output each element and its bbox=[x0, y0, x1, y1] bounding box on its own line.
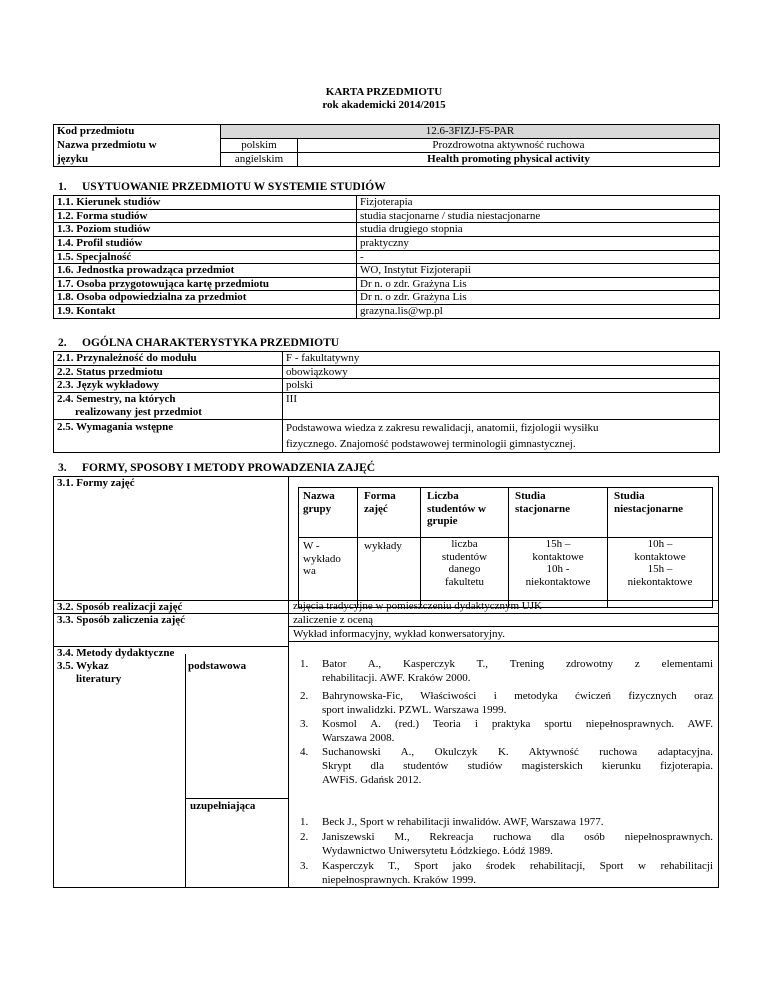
credit-value: zaliczenie z oceną bbox=[293, 614, 373, 626]
reference-item bbox=[300, 745, 713, 787]
reference-item bbox=[300, 689, 713, 717]
card-title: KARTA PRZEDMIOTU bbox=[325, 86, 443, 98]
table-row bbox=[54, 196, 720, 210]
s1-value: studia stacjonarne / studia niestacjonarne bbox=[357, 209, 720, 223]
method-label: 3.2. Sposób realizacji zajęć bbox=[57, 601, 183, 613]
reference-number: 1. bbox=[300, 816, 309, 828]
th-group: Nazwa grupy bbox=[299, 488, 358, 538]
section2-heading: 2. OGÓLNA CHARAKTERYSTYKA PRZEDMIOTU bbox=[58, 337, 340, 349]
s1-label: 1.4. Profil studiów bbox=[54, 236, 357, 250]
method-value: zajęcia tradycyjne w pomieszczeniu dydaktycznym UJK bbox=[293, 600, 542, 612]
reference-line: Wydawnictwo Uniwersytetu Łódzkiego. Łódź 1989. bbox=[322, 845, 553, 857]
rule-3-5 bbox=[288, 641, 719, 642]
reference-item bbox=[300, 830, 713, 858]
s1-value: Dr n. o zdr. Grażyna Lis bbox=[357, 291, 720, 305]
academic-year: rok akademicki 2014/2015 bbox=[322, 99, 446, 111]
reference-line: Kosmol A. (red.) Teoria i praktyka sportu niepełnosprawnych. AWF. bbox=[322, 718, 713, 730]
reference-number: 1. bbox=[300, 658, 309, 670]
lang-pl: polskim bbox=[221, 138, 298, 152]
s1-label: 1.5. Specjalność bbox=[54, 250, 357, 264]
reference-line: Janiszewski M., Rekreacja ruchowa dla osób niepełnosprawnych. bbox=[322, 831, 713, 843]
td-parttime: 10h – kontaktowe 15h – niekontaktowe bbox=[608, 538, 713, 608]
literature-label: 3.5. Wykaz literatury bbox=[57, 660, 122, 685]
s2-value: polski bbox=[283, 379, 720, 393]
literature-basic-label: podstawowa bbox=[188, 660, 247, 672]
s2-label: 2.3. Język wykładowy bbox=[54, 379, 283, 393]
s1-value: WO, Instytut Fizjoterapii bbox=[357, 264, 720, 278]
section3-divider bbox=[288, 476, 289, 888]
table-row bbox=[54, 277, 720, 291]
reference-line: niepełnosprawnych. Kraków 1999. bbox=[322, 874, 476, 886]
table-row bbox=[54, 379, 720, 393]
td-fulltime: 15h – kontaktowe 10h - niekontaktowe bbox=[509, 538, 608, 608]
th-form: Forma zajęć bbox=[358, 488, 421, 538]
code-label: Kod przedmiotu bbox=[54, 125, 221, 139]
reference-line: Warszawa 2008. bbox=[322, 732, 395, 744]
s1-value: grazyna.lis@wp.pl bbox=[357, 305, 720, 319]
s1-value: Fizjoterapia bbox=[357, 196, 720, 210]
s1-value: - bbox=[357, 250, 720, 264]
code-value: 12.6-3FIZJ-F5-PAR bbox=[221, 125, 720, 139]
table-row bbox=[54, 250, 720, 264]
forms-label: 3.1. Formy zajęć bbox=[57, 477, 135, 489]
reference-number: 3. bbox=[300, 718, 309, 730]
th-fulltime: Studia stacjonarne bbox=[509, 488, 608, 538]
s1-label: 1.9. Kontakt bbox=[54, 305, 357, 319]
section1-table bbox=[53, 195, 720, 319]
table-row bbox=[54, 291, 720, 305]
semesters-label: 2.4. Semestry, na których realizowany jest przedmiot bbox=[54, 392, 283, 419]
reference-line: Beck J., Sport w rehabilitacji inwalidów. AWF, Warszawa 1977. bbox=[322, 816, 604, 828]
forms-table bbox=[298, 487, 713, 608]
table-row bbox=[54, 223, 720, 237]
s1-value: praktyczny bbox=[357, 236, 720, 250]
s1-label: 1.2. Forma studiów bbox=[54, 209, 357, 223]
reference-number: 2. bbox=[300, 690, 309, 702]
reference-line: rehabilitacji. AWF. Kraków 2000. bbox=[322, 672, 471, 684]
s1-value: studia drugiego stopnia bbox=[357, 223, 720, 237]
reference-item bbox=[300, 859, 713, 887]
s1-label: 1.3. Poziom studiów bbox=[54, 223, 357, 237]
name-en: Health promoting physical activity bbox=[298, 152, 720, 166]
credit-label: 3.3. Sposób zaliczenia zajęć bbox=[57, 614, 186, 626]
reference-item bbox=[300, 815, 713, 829]
td-form: wykłady bbox=[358, 538, 421, 608]
s1-label: 1.7. Osoba przygotowująca kartę przedmiotu bbox=[54, 277, 357, 291]
s1-label: 1.8. Osoba odpowiedzialna za przedmiot bbox=[54, 291, 357, 305]
reference-number: 3. bbox=[300, 860, 309, 872]
section3-heading: 3. FORMY, SPOSOBY I METODY PROWADZENIA ZAJĘĆ bbox=[58, 462, 376, 474]
table-row bbox=[54, 305, 720, 319]
rule-lit-col bbox=[185, 654, 186, 888]
didactic-value: Wykład informacyjny, wykład konwersatoryjny. bbox=[293, 628, 506, 640]
s2-label: 2.1. Przynależność do modułu bbox=[54, 352, 283, 366]
s2-value: F - fakultatywny bbox=[283, 352, 720, 366]
name-label: Nazwa przedmiotu w języku bbox=[54, 138, 221, 167]
rule-3-4 bbox=[288, 626, 719, 627]
semesters-value: III bbox=[283, 392, 720, 419]
reference-item bbox=[300, 717, 713, 745]
s2-label: 2.2. Status przedmiotu bbox=[54, 365, 283, 379]
requirements-label: 2.5. Wymagania wstępne bbox=[54, 419, 283, 452]
reference-item bbox=[300, 657, 713, 685]
reference-line: sport inwalidzki. PZWL. Warszawa 1999. bbox=[322, 704, 507, 716]
td-count: liczba studentów danego fakultetu bbox=[421, 538, 509, 608]
reference-line: Kasperczyk T., Sport jako środek rehabilitacji, Sport w rehabilitacji bbox=[322, 860, 713, 872]
reference-line: Suchanowski A., Okulczyk K. Aktywność ruchowa adaptacyjna. bbox=[322, 746, 713, 758]
s2-value: obowiązkowy bbox=[283, 365, 720, 379]
table-row bbox=[54, 209, 720, 223]
rule-supp-label bbox=[185, 798, 288, 799]
reference-number: 4. bbox=[300, 746, 309, 758]
s1-value: Dr n. o zdr. Grażyna Lis bbox=[357, 277, 720, 291]
course-identity-table bbox=[53, 124, 720, 167]
requirements-value: Podstawowa wiedza z zakresu rewalidacji, anatomii, fizjologii wysiłku fizycznego. Znajomość podstawowej terminologii gimnastycznej. bbox=[283, 419, 720, 452]
reference-line: AWFiS. Gdańsk 2012. bbox=[322, 774, 422, 786]
rule-label-col bbox=[53, 646, 288, 647]
lang-en: angielskim bbox=[221, 152, 298, 166]
s1-label: 1.1. Kierunek studiów bbox=[54, 196, 357, 210]
didactic-label: 3.4. Metody dydaktyczne bbox=[57, 647, 175, 659]
s1-label: 1.6. Jednostka prowadząca przedmiot bbox=[54, 264, 357, 278]
name-pl: Prozdrowotna aktywność ruchowa bbox=[298, 138, 720, 152]
td-group: W - wykłado wa bbox=[299, 538, 358, 608]
th-count: Liczba studentów w grupie bbox=[421, 488, 509, 538]
reference-number: 2. bbox=[300, 831, 309, 843]
table-row bbox=[54, 352, 720, 366]
literature-supp-label: uzupełniająca bbox=[190, 800, 256, 812]
reference-line: Bahrynowska-Fic, Właściwości i metodyka ćwiczeń fizycznych oraz bbox=[322, 690, 713, 702]
reference-line: Bator A., Kasperczyk T., Trening zdrowotny z elementami bbox=[322, 658, 713, 670]
section1-heading: 1. USYTUOWANIE PRZEDMIOTU W SYSTEMIE STUDIÓW bbox=[58, 181, 386, 193]
th-parttime: Studia niestacjonarne bbox=[608, 488, 713, 538]
table-row bbox=[54, 264, 720, 278]
reference-line: Skrypt dla studentów studiów magisterskich kierunku fizjoterapia. bbox=[322, 760, 713, 772]
table-row bbox=[54, 365, 720, 379]
section2-table bbox=[53, 351, 720, 453]
table-row bbox=[54, 236, 720, 250]
